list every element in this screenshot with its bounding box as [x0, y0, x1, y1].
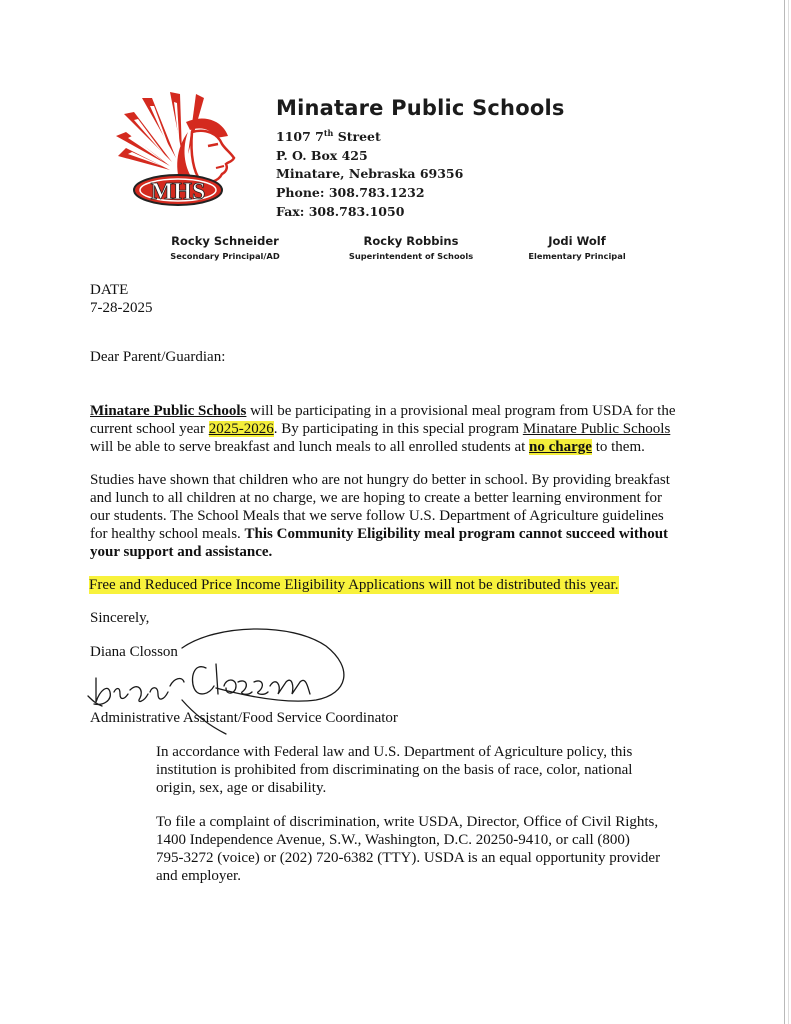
para2-line1: Studies have shown that children who are not hungry do better in school. By providing breakfast — [90, 472, 670, 488]
school-name: Minatare Public Schools — [276, 96, 565, 120]
para2-line4: for healthy school meals. This Community Eligibility meal program cannot succeed without — [90, 526, 669, 542]
para1-line3: will be able to serve breakfast and lunch meals to all enrolled students at no charge to them. — [90, 439, 645, 455]
salutation: Dear Parent/Guardian: — [90, 349, 226, 365]
school-name-ref: Minatare Public Schools — [90, 403, 247, 419]
staff-title: Superintendent of Schools — [348, 251, 474, 261]
school-logo — [112, 92, 246, 210]
staff-superintendent — [336, 234, 486, 261]
signer-title: Administrative Assistant/Food Service Coordinator — [90, 710, 398, 726]
date-label: DATE — [90, 282, 129, 298]
para1-line1: Minatare Public Schools will be participating in a provisional meal program from USDA for the — [90, 403, 676, 419]
staff-name: Rocky Schneider — [171, 234, 279, 248]
staff-secondary-principal — [150, 234, 300, 261]
staff-title: Secondary Principal/AD — [170, 251, 280, 261]
nondiscrimination-line1: In accordance with Federal law and U.S. Department of Agriculture policy, this — [156, 744, 633, 760]
po-box: P. O. Box 425 — [276, 147, 368, 163]
para2-line3: our students. The School Meals that we serve follow U.S. Department of Agriculture guidelines — [90, 508, 664, 524]
street-address: 1107 7th Street — [276, 128, 381, 145]
para2-line5: your support and assistance. — [90, 544, 273, 560]
school-year-highlight: 2025-2026 — [208, 421, 274, 437]
phone-number: Phone: 308.783.1232 — [276, 184, 425, 200]
para1-line2: current school year 2025-2026. By participating in this special program Minatare Public Schools — [90, 421, 671, 437]
complaint-line2: 1400 Independence Avenue, S.W., Washington, D.C. 20250-9410, or call (800) — [156, 832, 630, 848]
staff-name: Rocky Robbins — [363, 234, 459, 248]
no-charge-highlight: no charge — [529, 439, 592, 455]
staff-elementary-principal — [502, 234, 652, 261]
staff-title: Elementary Principal — [528, 251, 626, 261]
nondiscrimination-line2: institution is prohibited from discriminating on the basis of race, color, national — [156, 762, 633, 778]
staff-name: Jodi Wolf — [548, 234, 606, 248]
nondiscrimination-line3: origin, sex, age or disability. — [156, 780, 327, 796]
fax-number: Fax: 308.783.1050 — [276, 203, 405, 219]
school-name-ref: Minatare Public Schools — [522, 421, 671, 437]
complaint-line1: To file a complaint of discrimination, write USDA, Director, Office of Civil Rights, — [156, 814, 659, 830]
eligibility-notice: Free and Reduced Price Income Eligibility Applications will not be distributed this year. — [89, 577, 619, 593]
closing: Sincerely, — [90, 610, 150, 626]
logo-text: MHS — [150, 179, 206, 205]
signer-name: Diana Closson — [90, 644, 178, 660]
complaint-line4: and employer. — [156, 868, 241, 884]
para2-line2: and lunch to all children at no charge, we are hoping to create a better learning environment for — [90, 490, 662, 506]
school-address — [276, 124, 463, 221]
date-value: 7-28-2025 — [90, 300, 153, 316]
city-state-zip: Minatare, Nebraska 69356 — [276, 166, 464, 182]
page-edge — [784, 0, 785, 1024]
page-edge-shadow — [788, 0, 789, 1024]
complaint-line3: 795-3272 (voice) or (202) 720-6382 (TTY). USDA is an equal opportunity provider — [156, 850, 661, 866]
